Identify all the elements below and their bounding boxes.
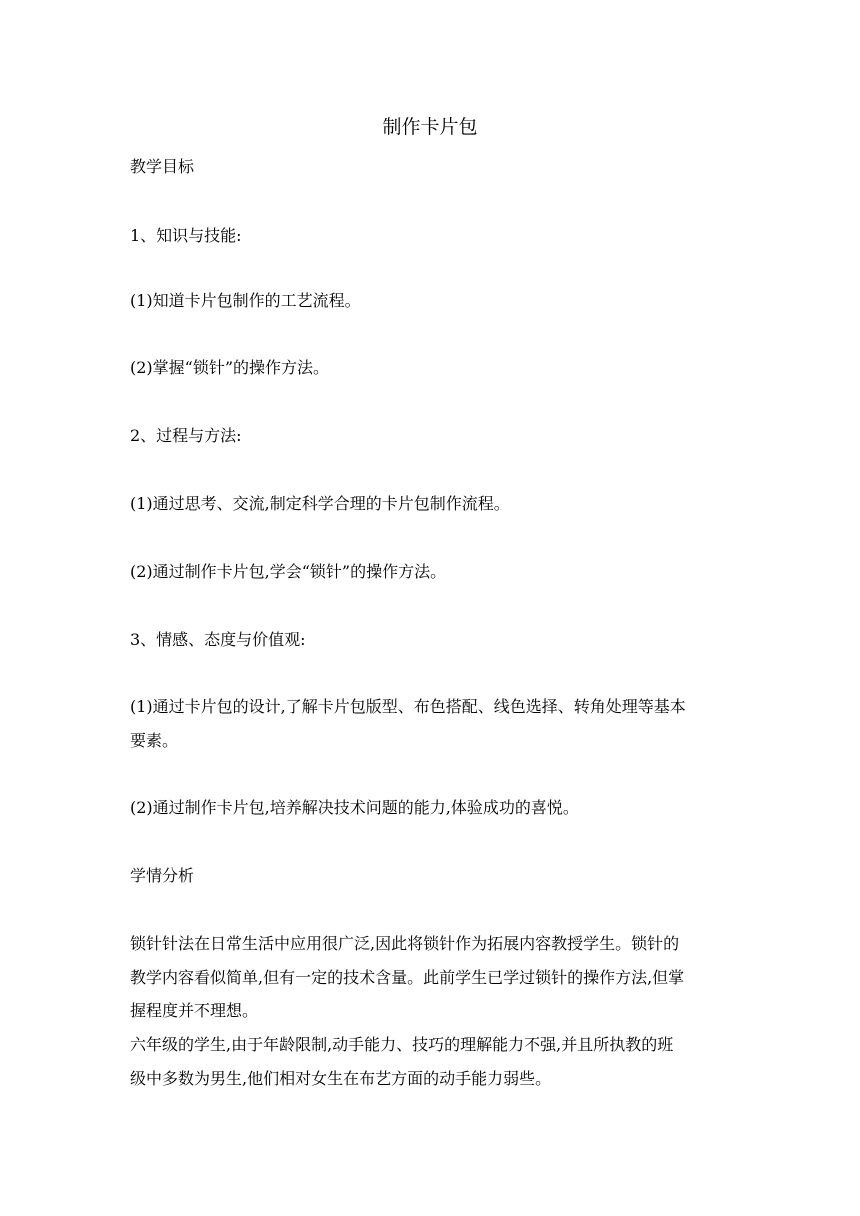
analysis-paragraph-1-line-2: 教学内容看似简单,但有一定的技术含量。此前学生已学过锁针的操作方法,但掌 <box>130 968 685 987</box>
knowledge-heading: 1、知识与技能: <box>130 226 242 245</box>
analysis-paragraph-1-line-1: 锁针针法在日常生活中应用很广泛,因此将锁针作为拓展内容教授学生。锁针的 <box>130 934 680 953</box>
process-heading: 2、过程与方法: <box>130 426 242 445</box>
knowledge-item-1: (1)知道卡片包制作的工艺流程。 <box>130 291 361 310</box>
emotion-item-1-line-2: 要素。 <box>130 731 179 750</box>
process-item-2: (2)通过制作卡片包,学会“锁针”的操作方法。 <box>130 562 447 581</box>
process-item-1: (1)通过思考、交流,制定科学合理的卡片包制作流程。 <box>130 494 510 513</box>
knowledge-item-2: (2)掌握“锁针”的操作方法。 <box>130 358 330 377</box>
emotion-item-2: (2)通过制作卡片包,培养解决技术问题的能力,体验成功的喜悦。 <box>130 798 579 817</box>
emotion-item-1-line-1: (1)通过卡片包的设计,了解卡片包版型、布色搭配、线色选择、转角处理等基本 <box>130 697 686 716</box>
section-heading-analysis: 学情分析 <box>130 866 195 885</box>
section-heading-objectives: 教学目标 <box>130 157 195 176</box>
emotion-heading: 3、情感、态度与价值观: <box>130 630 306 649</box>
document-title: 制作卡片包 <box>382 116 478 138</box>
analysis-paragraph-1-line-3: 握程度并不理想。 <box>130 1001 259 1020</box>
analysis-paragraph-2-line-2: 级中多数为男生,他们相对女生在布艺方面的动手能力弱些。 <box>130 1069 552 1088</box>
analysis-paragraph-2-line-1: 六年级的学生,由于年龄限制,动手能力、技巧的理解能力不强,并且所执教的班 <box>130 1035 674 1054</box>
